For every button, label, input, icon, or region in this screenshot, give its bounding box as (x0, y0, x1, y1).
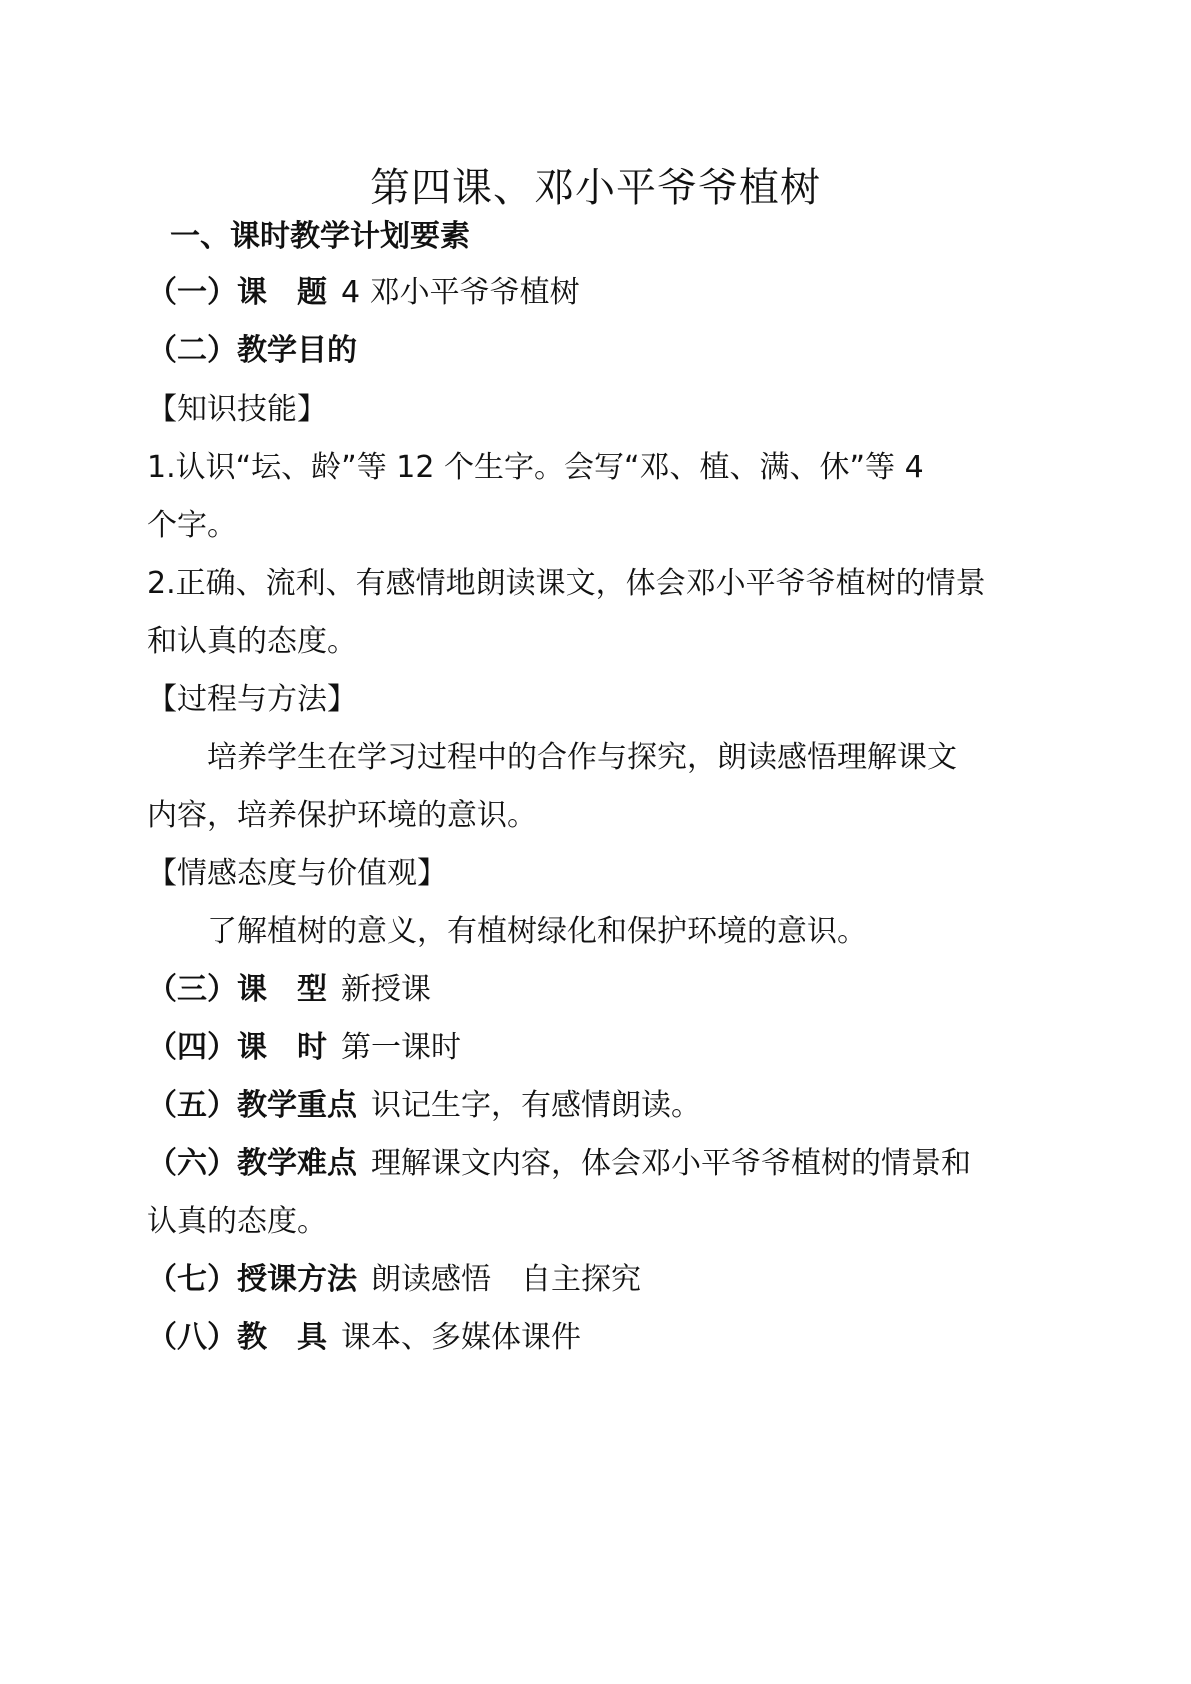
knowledge-item1-line1: 1.认识“坛、龄”等 12 个生字。会写“邓、植、满、休”等 4 (147, 450, 924, 485)
difficulties-value-line1: 理解课文内容，体会邓小平爷爷植树的情景和 (371, 1146, 971, 1181)
methods-row (147, 1259, 641, 1301)
key-points-value: 识记生字，有感情朗读。 (371, 1088, 701, 1123)
difficulties-label: （六）教学难点 (147, 1146, 357, 1181)
tools-row (147, 1317, 581, 1359)
process-heading: 【过程与方法】 (147, 682, 357, 717)
knowledge-item1-line2: 个字。 (147, 508, 237, 543)
difficulties-value-line2: 认真的态度。 (147, 1204, 327, 1239)
knowledge-item2-line2: 和认真的态度。 (147, 624, 357, 659)
tools-value: 课本、多媒体课件 (341, 1320, 581, 1355)
knowledge-heading: 【知识技能】 (147, 392, 327, 427)
lesson-title: 第四课、邓小平爷爷植树 (370, 165, 821, 211)
lesson-time-row (147, 1027, 461, 1069)
objectives-heading: （二）教学目的 (147, 333, 357, 368)
lesson-type-row (147, 969, 431, 1011)
section-heading-plan-elements: 一、课时教学计划要素 (170, 219, 470, 254)
process-line1: 培养学生在学习过程中的合作与探究，朗读感悟理解课文 (207, 740, 957, 775)
topic-row (147, 272, 580, 314)
methods-label: （七）授课方法 (147, 1262, 357, 1297)
knowledge-item2-line1: 2.正确、流利、有感情地朗读课文，体会邓小平爷爷植树的情景 (147, 566, 986, 601)
lesson-type-label: （三）课 型 (147, 972, 327, 1007)
key-points-row (147, 1085, 701, 1127)
topic-label: （一）课 题 (147, 275, 327, 310)
key-points-label: （五）教学重点 (147, 1088, 357, 1123)
lesson-time-value: 第一课时 (341, 1030, 461, 1065)
emotion-heading: 【情感态度与价值观】 (147, 856, 447, 891)
difficulties-row (147, 1143, 971, 1185)
lesson-type-value: 新授课 (341, 972, 431, 1007)
tools-label: （八）教 具 (147, 1320, 327, 1355)
topic-value: 4 邓小平爷爷植树 (341, 275, 580, 310)
lesson-time-label: （四）课 时 (147, 1030, 327, 1065)
process-line2: 内容，培养保护环境的意识。 (147, 798, 537, 833)
methods-value: 朗读感悟 自主探究 (371, 1262, 641, 1297)
emotion-line1: 了解植树的意义，有植树绿化和保护环境的意识。 (207, 914, 867, 949)
